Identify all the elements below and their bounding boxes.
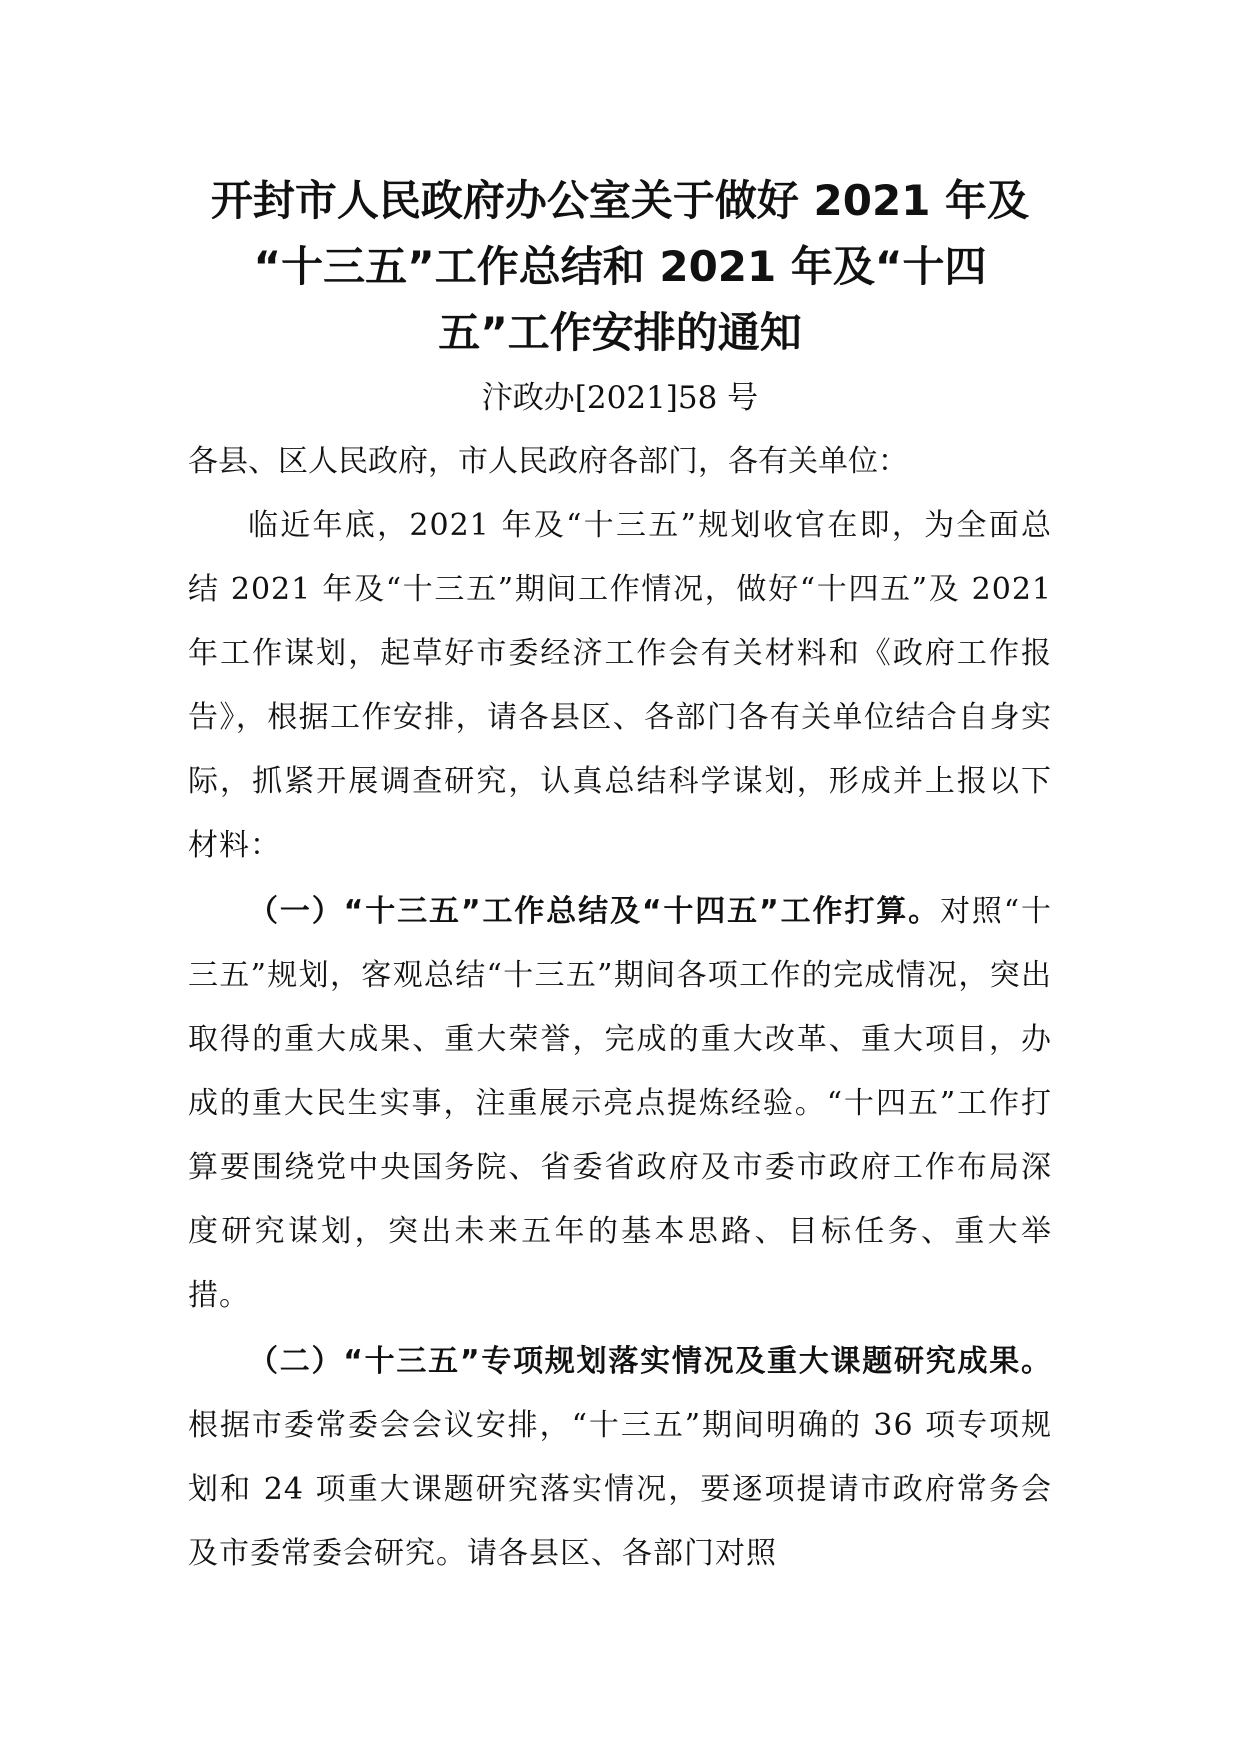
paragraph-text: 根据市委常委会会议安排，“十三五”期间明确的 36 项专项规划和 24 项重大课题研究落实情况，要逐项提请市政府常务会及市委常委会研究。请各县区、各部门对照 <box>188 1408 1052 1571</box>
document-title <box>188 168 1052 366</box>
title-line: 开封市人民政府办公室关于做好 2021 年及 <box>210 176 1030 225</box>
paragraph-section-1 <box>188 880 1052 1328</box>
title-line: “十三五”工作总结和 2021 年及“十四 <box>253 242 987 291</box>
document-number: 汴政办[2021]58 号 <box>481 380 759 416</box>
document-body <box>188 168 1052 1586</box>
paragraph-text: 对照“十三五”规划，客观总结“十三五”期间各项工作的完成情况，突出取得的重大成果、重大荣誉，完成的重大改革、重大项目，办成的重大民生实事，注重展示亮点提炼经验。“十四五”工作打算要围绕党中央国务院、省委省政府及市委市政府工作布局深度研究谋划，突出未来五年的基本思路、目标任务、重大举措。 <box>188 894 1052 1313</box>
title-line: 五”工作安排的通知 <box>438 308 802 357</box>
paragraph-text: 临近年底，2021 年及“十三五”规划收官在即，为全面总结 2021 年及“十三五”期间工作情况，做好“十四五”及 2021 年工作谋划，起草好市委经济工作会有关材料和《政府工作报告》，根据工作安排，请各县区、各部门各有关单位结合自身实际，抓紧开展调查研究，认真总结科学谋划，形成并上报以下材料： <box>188 508 1052 863</box>
paragraph-intro <box>188 494 1052 878</box>
salutation: 各县、区人民政府，市人民政府各部门，各有关单位： <box>188 444 908 479</box>
section-heading: （一）“十三五”工作总结及“十四五”工作打算。 <box>248 894 941 929</box>
paragraph-section-2 <box>188 1330 1052 1586</box>
section-heading: （二）“十三五”专项规划落实情况及重大课题研究成果。 <box>248 1344 1052 1379</box>
